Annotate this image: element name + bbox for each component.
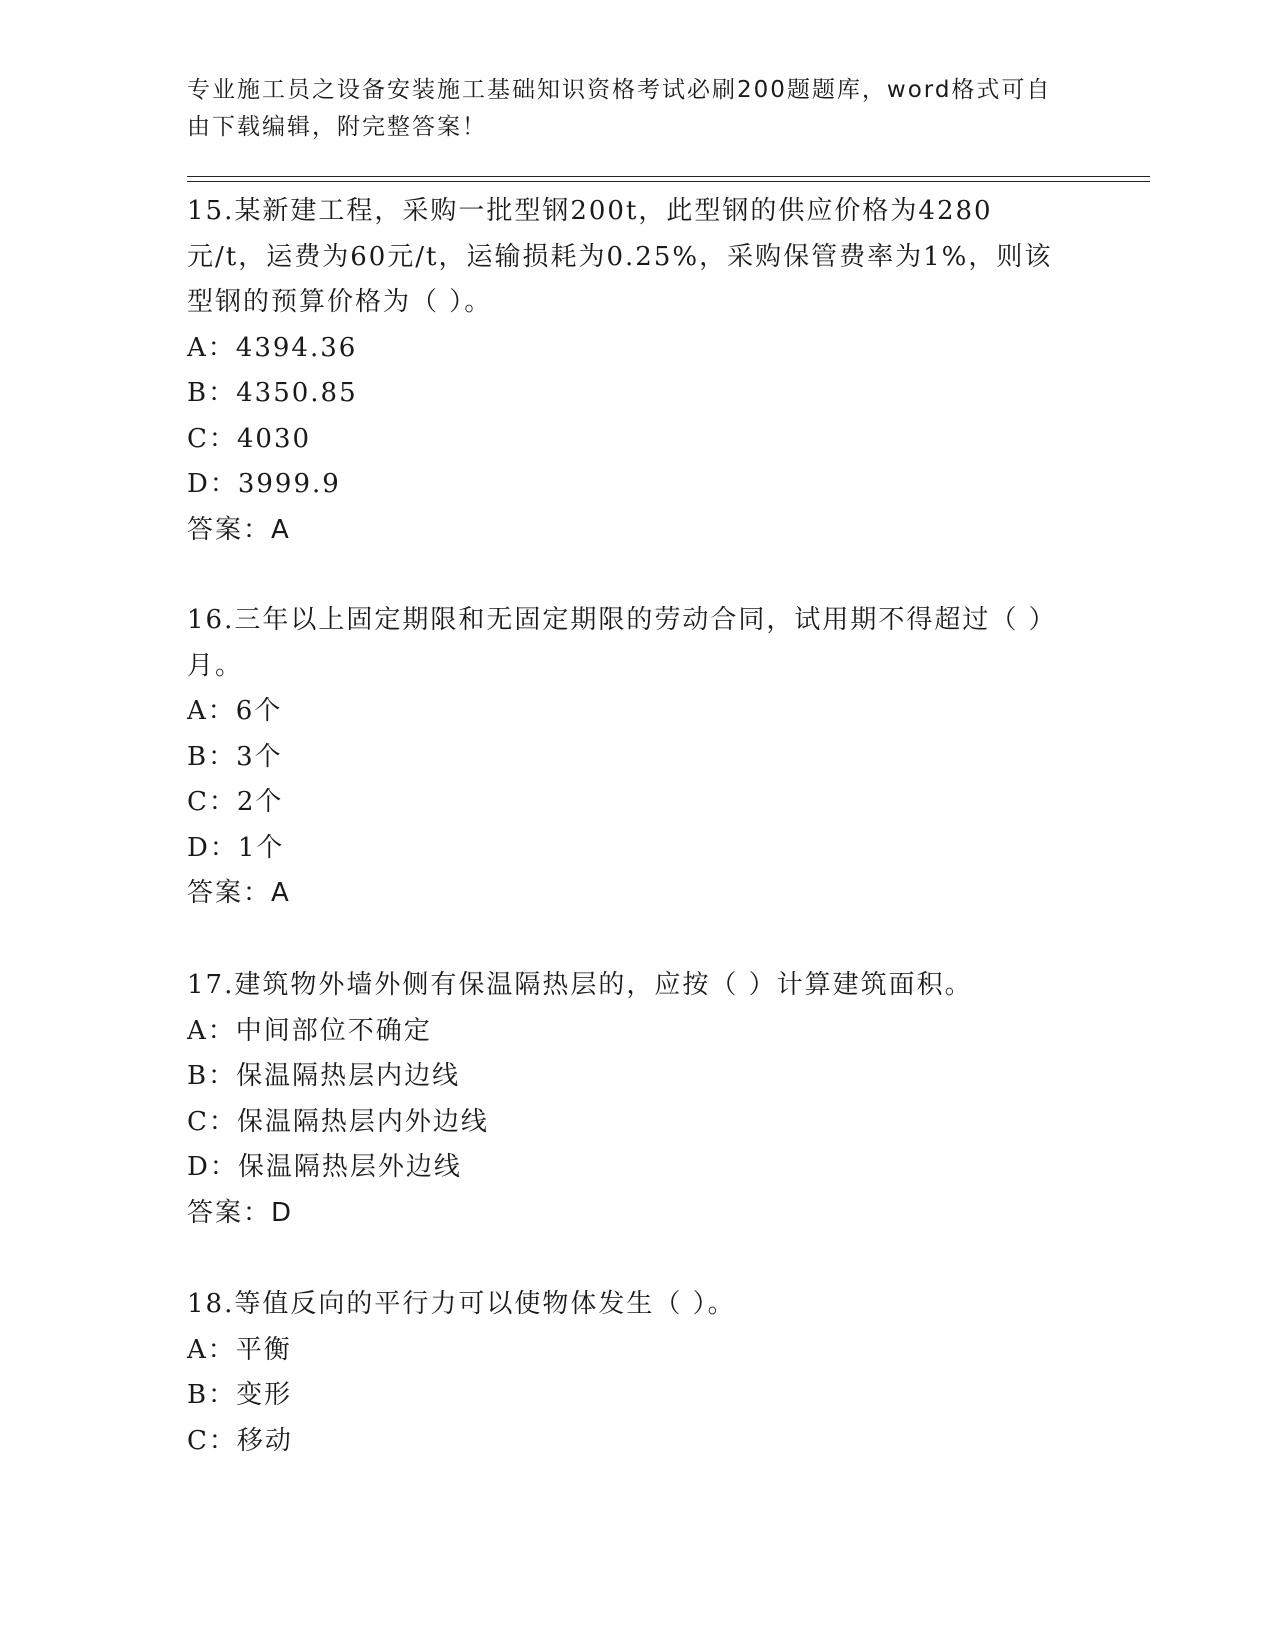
option-b: B：变形 xyxy=(187,1380,293,1410)
question-18 xyxy=(187,1282,1067,1464)
document-header: 专业施工员之设备安装施工基础知识资格考试必刷200题题库，word格式可自由下载编辑，附完整答案！ xyxy=(187,77,1052,140)
answer-line: 答案：D xyxy=(187,1197,294,1228)
question-15 xyxy=(187,189,1067,553)
option-b: B：保温隔热层内边线 xyxy=(187,1061,461,1091)
option-d: D：保温隔热层外边线 xyxy=(187,1152,462,1182)
question-stem: 16.三年以上固定期限和无固定期限的劳动合同，试用期不得超过（ ）月。 xyxy=(187,605,1057,681)
question-stem: 18.等值反向的平行力可以使物体发生（ ）。 xyxy=(187,1289,736,1319)
question-stem: 17.建筑物外墙外侧有保温隔热层的，应按（ ）计算建筑面积。 xyxy=(187,970,973,1000)
option-a: A：中间部位不确定 xyxy=(187,1015,432,1046)
option-d: D：1个 xyxy=(187,832,285,863)
option-c: C：2个 xyxy=(187,787,284,817)
question-17 xyxy=(187,963,1067,1236)
question-stem: 15.某新建工程，采购一批型钢200t，此型钢的供应价格为4280元/t，运费为60元/t，运输损耗为0.25%，采购保管费率为1%，则该型钢的预算价格为（ ）。 xyxy=(187,196,1053,317)
option-b: B：3个 xyxy=(187,741,283,772)
option-b: B：4350.85 xyxy=(187,378,358,408)
option-a: A：4394.36 xyxy=(187,332,358,363)
answer-line: 答案：A xyxy=(187,878,291,908)
header-divider-top xyxy=(187,176,1150,177)
option-d: D：3999.9 xyxy=(187,469,341,499)
option-c: C：移动 xyxy=(187,1425,293,1456)
option-a: A：平衡 xyxy=(187,1334,292,1365)
header-divider-bottom xyxy=(187,181,1150,182)
answer-line: 答案：A xyxy=(187,514,291,545)
option-c: C：保温隔热层内外边线 xyxy=(187,1106,489,1137)
option-c: C：4030 xyxy=(187,423,312,454)
question-16 xyxy=(187,598,1067,917)
option-a: A：6个 xyxy=(187,696,283,726)
